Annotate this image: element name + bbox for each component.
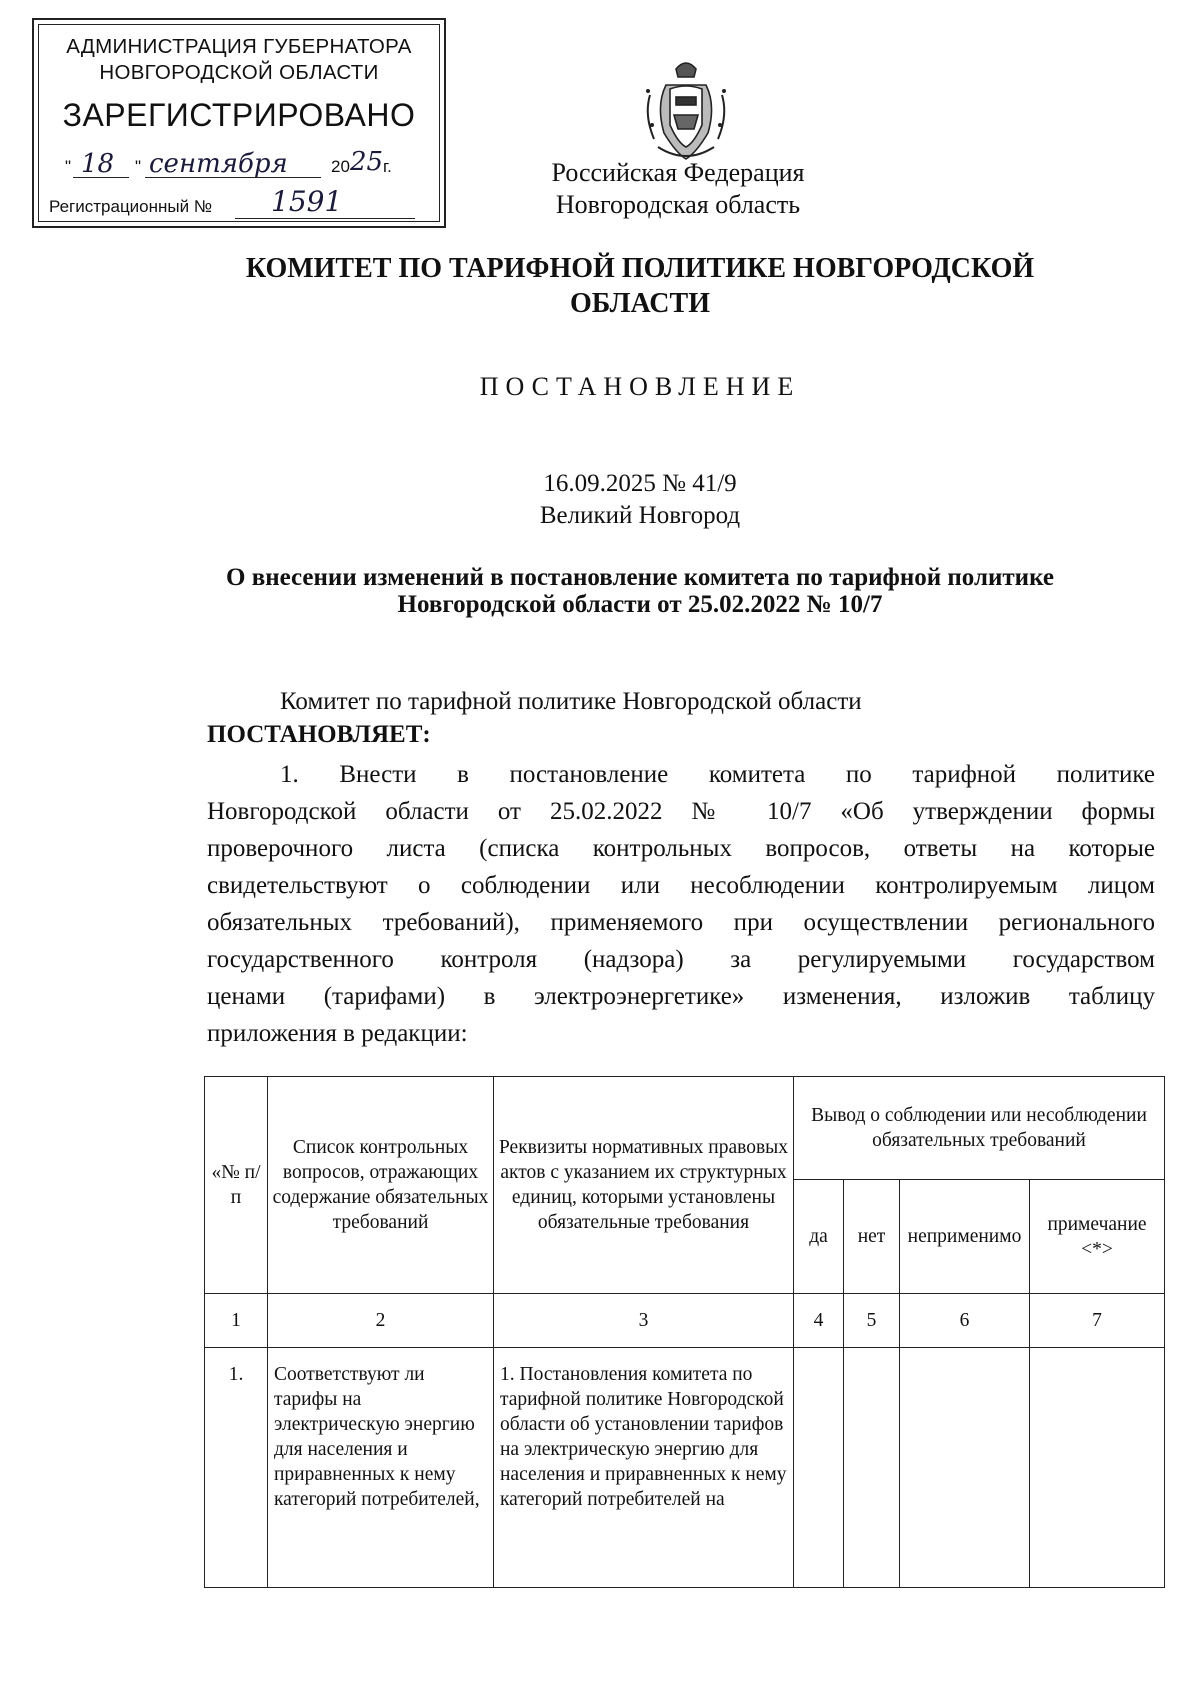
- document-type: ПОСТАНОВЛЕНИЕ: [479, 372, 801, 401]
- colnum-cell: 6: [900, 1294, 1030, 1348]
- registration-stamp: [32, 18, 446, 228]
- stamp-reg-line: [235, 218, 415, 219]
- stamp-day: 18: [81, 149, 115, 179]
- table-colnum-row: [205, 1294, 1165, 1348]
- table-header-row: [205, 1077, 1165, 1180]
- row-no: [844, 1348, 900, 1588]
- coat-of-arms-icon: [636, 55, 736, 165]
- colnum-cell: 7: [1030, 1294, 1165, 1348]
- stamp-org-line2: НОВГОРОДСКОЙ ОБЛАСТИ: [99, 61, 379, 84]
- checklist-table: [204, 1076, 1165, 1588]
- table-row: [205, 1348, 1165, 1588]
- stamp-day-line: [73, 177, 129, 178]
- stamp-month: сентября: [149, 149, 288, 179]
- header-conclusion: Вывод о соблюдении или несоблюдении обязательных требований: [794, 1077, 1165, 1180]
- header-requisites: Реквизиты нормативных правовых актов с указанием их структурных единиц, которыми установлены обязательные требования: [494, 1077, 794, 1294]
- date-number: 16.09.2025 № 41/9: [543, 470, 737, 497]
- stamp-org-line1: АДМИНИСТРАЦИЯ ГУБЕРНАТОРА: [66, 35, 412, 58]
- committee-title-line1: КОМИТЕТ ПО ТАРИФНОЙ ПОЛИТИКЕ НОВГОРОДСКОЙ: [245, 253, 1035, 284]
- colnum-cell: 3: [494, 1294, 794, 1348]
- colnum-cell: 1: [205, 1294, 268, 1348]
- header-questions: Список контрольных вопросов, отражающих содержание обязательных требований: [268, 1077, 494, 1294]
- stamp-year-suffix: 25: [350, 147, 384, 177]
- item1-line: обязательных требований), применяемого при осуществлении регионального: [207, 909, 1155, 936]
- item1-paragraph: [207, 756, 1155, 1052]
- stamp-month-line: [145, 177, 321, 178]
- stamp-reg-label: Регистрационный №: [49, 197, 213, 216]
- row-num: 1.: [205, 1348, 268, 1588]
- header-na: неприменимо: [900, 1180, 1030, 1294]
- item1-line: 1. Внести в постановление комитета по тарифной политике: [280, 761, 1155, 788]
- stamp-reg-number: 1591: [271, 185, 343, 218]
- item1-line: государственного контроля (надзора) за регулируемыми государством: [207, 946, 1155, 973]
- stamp-inner-frame: [38, 24, 440, 222]
- row-question: Соответствуют ли тарифы на электрическую энергию для населения и приравненных к нему категорий потребителей,: [268, 1348, 494, 1588]
- header-no: нет: [844, 1180, 900, 1294]
- city: Великий Новгород: [539, 502, 741, 529]
- header-note: примечание <*>: [1030, 1180, 1165, 1294]
- stamp-registered: ЗАРЕГИСТРИРОВАНО: [62, 97, 416, 133]
- colnum-cell: 2: [268, 1294, 494, 1348]
- row-na: [900, 1348, 1030, 1588]
- header-num: «№ п/п: [205, 1077, 268, 1294]
- colnum-cell: 5: [844, 1294, 900, 1348]
- item1-line: Новгородской области от 25.02.2022 № 10/7 «Об утверждении формы: [207, 798, 1155, 825]
- resolves-heading: ПОСТАНОВЛЯЕТ:: [207, 721, 431, 748]
- item1-line: свидетельствуют о соблюдении или несоблюдении контролируемым лицом: [207, 872, 1155, 899]
- stamp-quote-open: ": [65, 157, 72, 176]
- colnum-cell: 4: [794, 1294, 844, 1348]
- row-yes: [794, 1348, 844, 1588]
- stamp-reg-row: [49, 197, 212, 217]
- stamp-date: [65, 147, 435, 191]
- region-name: Новгородская область: [555, 190, 801, 219]
- item1-line: проверочного листа (списка контрольных вопросов, ответы на которые: [207, 835, 1155, 862]
- subject-line1: О внесении изменений в постановление комитета по тарифной политике: [226, 564, 1054, 591]
- stamp-year-prefix: 20: [331, 157, 350, 176]
- item1-line: ценами (тарифами) в электроэнергетике» изменения, изложив таблицу: [207, 983, 1155, 1010]
- stamp-year-unit: г.: [383, 157, 392, 176]
- country-name: Российская Федерация: [551, 158, 805, 187]
- committee-title-line2: ОБЛАСТИ: [570, 288, 710, 319]
- row-requisite: 1. Постановления комитета по тарифной политике Новгородской области об установлении тарифов на электрическую энергию для населения и приравненных к нему категорий потребителей на: [494, 1348, 794, 1588]
- item1-line: приложения в редакции:: [207, 1020, 468, 1047]
- stamp-quote-close: ": [135, 157, 142, 176]
- subject-line2: Новгородской области от 25.02.2022 № 10/7: [397, 591, 883, 618]
- header-yes: да: [794, 1180, 844, 1294]
- row-note: [1030, 1348, 1165, 1588]
- intro-text: Комитет по тарифной политике Новгородской области: [280, 688, 862, 715]
